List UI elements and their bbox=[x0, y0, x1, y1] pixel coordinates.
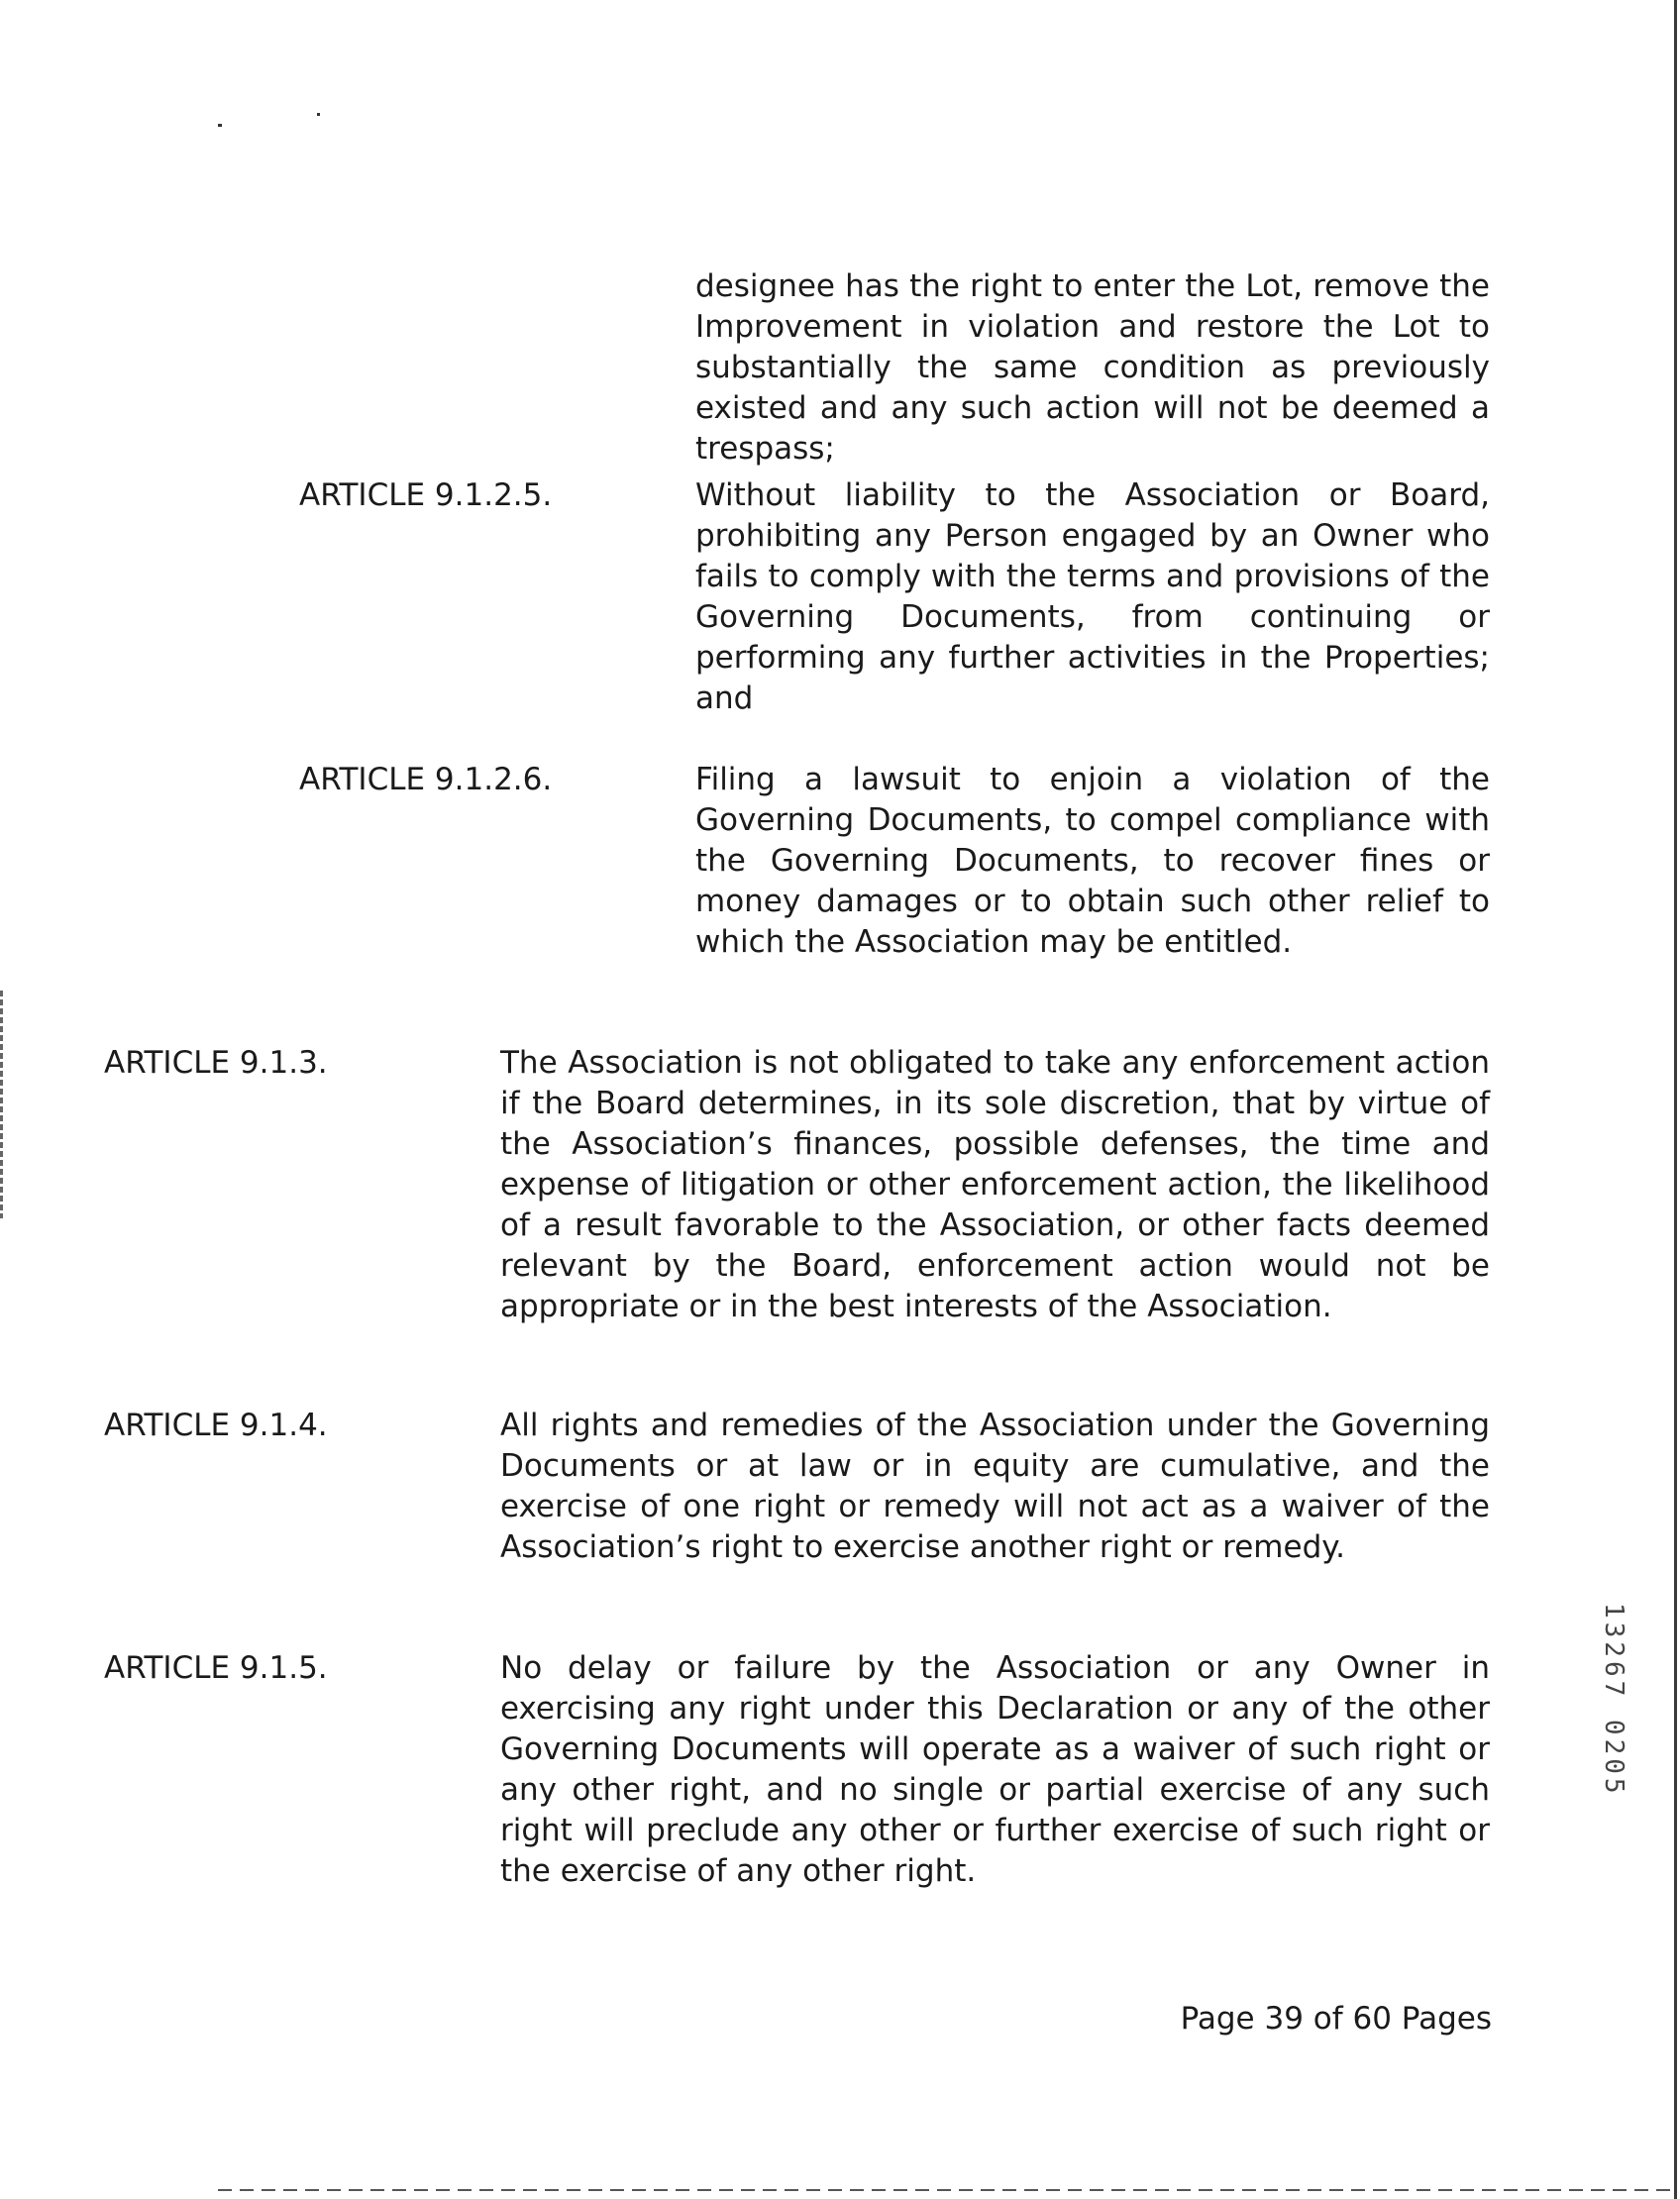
section-label: ARTICLE 9.1.2.6. bbox=[299, 762, 553, 797]
bottom-edge bbox=[218, 2189, 1674, 2191]
scan-speck bbox=[317, 113, 320, 116]
page-edge bbox=[1674, 0, 1677, 2199]
section-text: Filing a lawsuit to enjoin a violation of the Governing Documents, to compel compliance with the Governing Documents, to recover fines or money damages or to obtain such other relief to which the Association may be entitled. bbox=[695, 762, 1490, 960]
section-text: All rights and remedies of the Association under the Governing Documents or at law or in equity are cumulative, and the exercise of one right or remedy will not act as a waiver of the Association’s right to exercise another right or remedy. bbox=[500, 1408, 1490, 1565]
section-9-1-4 bbox=[104, 1406, 1490, 1568]
section-9-1-5 bbox=[104, 1648, 1490, 1892]
section-text: Without liability to the Association or Board, prohibiting any Person engaged by an Owner who fails to comply with the terms and provisions of the Governing Documents, from continuing or performing any further activities in the Properties; and bbox=[695, 477, 1490, 716]
section-label: ARTICLE 9.1.5. bbox=[104, 1650, 328, 1686]
section-9-1-2-5 bbox=[299, 475, 1490, 719]
section-text: No delay or failure by the Association or any Owner in exercising any right under this Declaration or any of the other Governing Documents will operate as a waiver of such right or any other right, and no single or partial exercise of any such right will preclude any other or further exercise of such right or the exercise of any other right. bbox=[500, 1650, 1490, 1889]
continuation-paragraph: designee has the right to enter the Lot, remove the Improvement in violation and restore the Lot to substantially the same condition as previously existed and any such action will not be deemed a trespass; bbox=[695, 268, 1490, 467]
scan-noise bbox=[0, 991, 3, 1218]
section-label: ARTICLE 9.1.2.5. bbox=[299, 477, 553, 513]
scan-speck bbox=[218, 124, 222, 127]
section-label: ARTICLE 9.1.4. bbox=[104, 1408, 328, 1443]
section-9-1-2-6 bbox=[299, 760, 1490, 963]
section-9-1-3 bbox=[104, 1043, 1490, 1327]
section-label: ARTICLE 9.1.3. bbox=[104, 1045, 328, 1081]
recording-stamp bbox=[1597, 1603, 1636, 1860]
recording-stamp-text: 13267 0205 bbox=[1599, 1603, 1628, 1798]
section-text: The Association is not obligated to take any enforcement action if the Board determines, in its sole discretion, that by virtue of the Association’s finances, possible defenses, the time and expense of litigation or other enforcement action, the likelihood of a result favorable to the Association, or other facts deemed relevant by the Board, enforcement action would not be appropriate or in the best interests of the Association. bbox=[500, 1045, 1490, 1324]
page-number: Page 39 of 60 Pages bbox=[1180, 2001, 1492, 2037]
